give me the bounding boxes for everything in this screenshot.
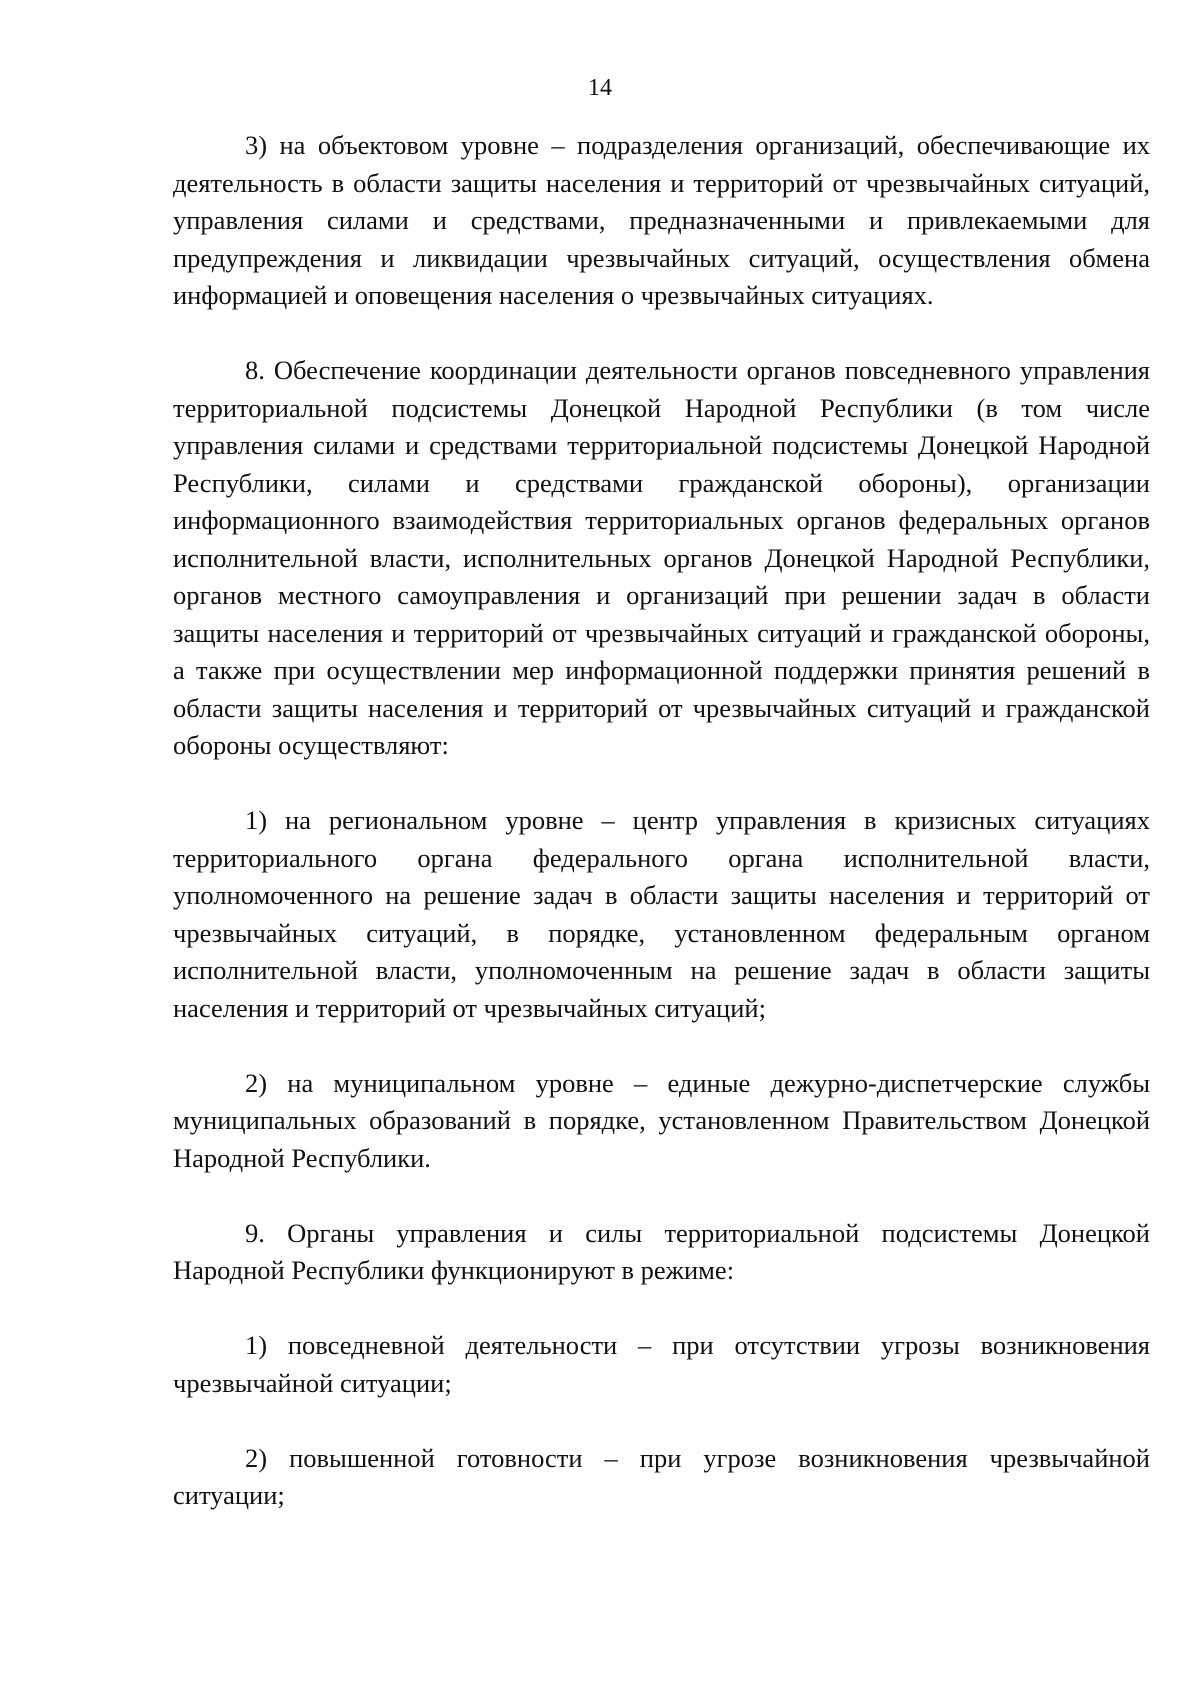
paragraph-9-modes: 9. Органы управления и силы территориальной подсистемы Донецкой Народной Республики функционируют в режиме: [173,1217,1150,1285]
paragraph-2-high-alert-mode: 2) повышенной готовности – при угрозе возникновения чрезвычайной ситуации; [173,1442,1150,1510]
paragraph-2-municipal-level: 2) на муниципальном уровне – единые дежурно-диспетчерские службы муниципальных образований в порядке, установленном Правительством Донецкой Народной Республики. [173,1067,1150,1173]
paragraph-1-daily-mode: 1) повседневной деятельности – при отсутствии угрозы возникновения чрезвычайной ситуации; [173,1330,1150,1398]
paragraph-8-coordination: 8. Обеспечение координации деятельности органов повседневного управления территориальной подсистемы Донецкой Народной Республики (в том числе управления силами и средствами территориальной подсистемы Донецкой Народной Республики, силами и средствами гражданской обороны), организации информационного взаимодействия территориальных органов федеральных органов исполнительной власти, исполнительных органов Донецкой Народной Республики, органов местного самоуправления и организаций при решении задач в области защиты населения и территорий от чрезвычайных ситуаций и гражданской обороны, а также при осуществлении мер информационной поддержки принятия решений в области защиты населения и территорий от чрезвычайных ситуаций и гражданской обороны осуществляют: [173,355,1150,760]
document-body [173,127,1150,1515]
page-number: 14 [588,75,612,101]
paragraph-1-regional-level: 1) на региональном уровне – центр управления в кризисных ситуациях территориального органа федерального органа исполнительной власти, уполномоченного на решение задач в области защиты населения и территорий от чрезвычайных ситуаций, в порядке, установленном федеральным органом исполнительной власти, уполномоченным на решение задач в области защиты населения и территорий от чрезвычайных ситуаций; [173,805,1150,1023]
paragraph-3-object-level: 3) на объектовом уровне – подразделения организаций, обеспечивающие их деятельность в области защиты населения и территорий от чрезвычайных ситуаций, управления силами и средствами, предназначенными и привлекаемыми для предупреждения и ликвидации чрезвычайных ситуаций, осуществления обмена информацией и оповещения населения о чрезвычайных ситуациях. [173,130,1150,310]
